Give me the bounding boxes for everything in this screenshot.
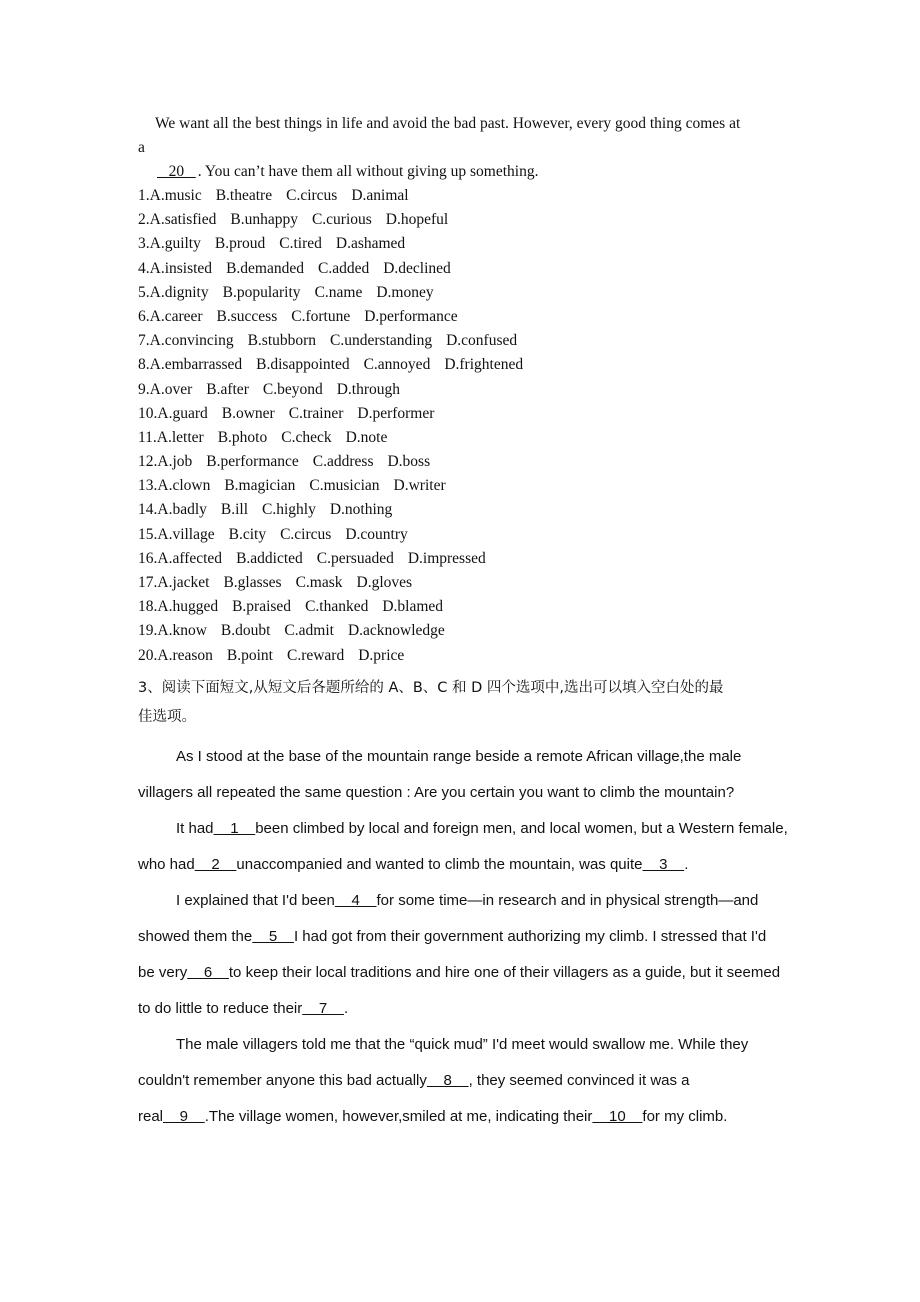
intro-line-3-text: . You can’t have them all without giving up something. bbox=[197, 163, 539, 180]
option-choice: C.trainer bbox=[288, 404, 344, 422]
option-choice: C.tired bbox=[279, 235, 322, 253]
option-choice: B.theatre bbox=[215, 187, 273, 204]
text-span: It had bbox=[176, 820, 214, 837]
passage-line bbox=[138, 1063, 788, 1099]
option-choice: C.curious bbox=[311, 211, 372, 229]
option-choice: B.glasses bbox=[223, 574, 282, 591]
option-choice: D.writer bbox=[393, 477, 446, 495]
option-choice: D.confused bbox=[446, 332, 518, 350]
text-span: who had bbox=[138, 856, 195, 873]
option-choice: 16.A.affected bbox=[138, 549, 223, 567]
text-span: showed them the bbox=[138, 928, 253, 945]
option-choice: C.check bbox=[281, 428, 332, 446]
text-span: I explained that I'd been bbox=[176, 892, 335, 909]
option-choice: 1.A.music bbox=[138, 187, 202, 204]
blank-5: 5 bbox=[252, 928, 294, 945]
section-3-heading bbox=[138, 674, 788, 732]
intro-line-1: We want all the best things in life and avoid the bad past. However, every good thing comes at bbox=[155, 115, 741, 132]
text-span: .The village women, however,smiled at me, indicating their bbox=[204, 1108, 593, 1125]
option-row bbox=[138, 525, 537, 549]
option-row bbox=[138, 259, 537, 283]
option-choice: C.reward bbox=[286, 646, 345, 664]
option-choice: B.proud bbox=[214, 235, 266, 253]
option-choice: B.popularity bbox=[222, 283, 301, 301]
passage-line: villagers all repeated the same question : Are you certain you want to climb the mountain? bbox=[138, 784, 735, 801]
passage-line: The male villagers told me that the “quick mud” I'd meet would swallow me. While they bbox=[176, 1036, 749, 1053]
option-row bbox=[138, 307, 537, 331]
option-choice: 4.A.insisted bbox=[138, 259, 213, 277]
option-choice: 9.A.over bbox=[138, 380, 193, 398]
option-row bbox=[138, 331, 537, 355]
option-choice: 13.A.clown bbox=[138, 477, 211, 495]
section-3-heading-line-1: 3、阅读下面短文,从短文后各题所给的 A、B、C 和 D 四个选项中,选出可以填入空白处的最 bbox=[138, 680, 724, 696]
option-choice: 15.A.village bbox=[138, 525, 215, 543]
option-choice: D.money bbox=[376, 283, 434, 301]
option-choice: B.photo bbox=[217, 428, 268, 446]
text-span: for some time—in research and in physical strength—and bbox=[376, 892, 759, 909]
text-span: be very bbox=[138, 964, 188, 981]
passage-line bbox=[138, 1099, 788, 1135]
passage bbox=[138, 739, 788, 1135]
option-row bbox=[138, 500, 537, 524]
option-choice: C.understanding bbox=[330, 332, 433, 350]
option-choice: D.impressed bbox=[407, 549, 486, 567]
option-choice: B.after bbox=[206, 380, 249, 398]
passage-line bbox=[138, 991, 788, 1027]
option-choice: D.blamed bbox=[382, 598, 444, 616]
text-span: . bbox=[343, 1000, 349, 1017]
options-list bbox=[138, 186, 537, 670]
option-row bbox=[138, 597, 537, 621]
option-choice: B.city bbox=[228, 525, 267, 543]
blank-9: 9 bbox=[163, 1108, 205, 1125]
intro-line-3 bbox=[155, 162, 538, 182]
passage-line bbox=[138, 883, 788, 919]
option-choice: C.thanked bbox=[305, 598, 369, 616]
option-choice: B.ill bbox=[220, 501, 249, 519]
option-choice: C.added bbox=[317, 259, 370, 277]
text-span: . bbox=[684, 856, 689, 873]
blank-4: 4 bbox=[334, 892, 377, 909]
text-span: to do little to reduce their bbox=[138, 1000, 303, 1017]
option-choice: B.magician bbox=[224, 477, 296, 495]
option-choice: C.persuaded bbox=[316, 549, 394, 567]
option-choice: C.admit bbox=[284, 622, 334, 640]
option-choice: C.musician bbox=[309, 477, 380, 495]
intro-line-2: a bbox=[138, 139, 145, 156]
option-choice: D.nothing bbox=[329, 501, 393, 519]
option-choice: B.disappointed bbox=[256, 356, 350, 374]
option-row bbox=[138, 186, 537, 210]
option-row bbox=[138, 573, 537, 597]
option-choice: D.acknowledge bbox=[347, 622, 445, 640]
option-choice: D.hopeful bbox=[385, 211, 449, 229]
option-choice: B.performance bbox=[206, 453, 299, 471]
option-choice: D.performance bbox=[364, 307, 458, 325]
option-choice: 12.A.job bbox=[138, 453, 193, 471]
option-choice: 11.A.letter bbox=[138, 428, 204, 446]
option-choice: C.highly bbox=[262, 501, 316, 519]
option-choice: 5.A.dignity bbox=[138, 283, 209, 301]
option-choice: C.circus bbox=[280, 525, 332, 543]
blank-8: 8 bbox=[426, 1072, 469, 1089]
option-choice: 14.A.badly bbox=[138, 501, 207, 519]
option-choice: C.annoyed bbox=[363, 356, 431, 374]
option-choice: B.addicted bbox=[236, 549, 303, 567]
text-span: , they seemed convinced it was a bbox=[468, 1072, 690, 1089]
option-row bbox=[138, 283, 537, 307]
option-choice: B.success bbox=[216, 307, 278, 325]
option-choice: D.gloves bbox=[356, 574, 413, 591]
option-row bbox=[138, 452, 537, 476]
option-row bbox=[138, 404, 537, 428]
option-row bbox=[138, 210, 537, 234]
option-choice: D.note bbox=[345, 428, 388, 446]
blank-3: 3 bbox=[642, 856, 685, 873]
option-choice: D.frightened bbox=[444, 356, 524, 374]
passage-line bbox=[138, 919, 788, 955]
passage-line bbox=[138, 811, 788, 847]
text-span: I had got from their government authorizing my climb. I stressed that I'd bbox=[293, 928, 767, 945]
option-row bbox=[138, 234, 537, 258]
option-choice: C.fortune bbox=[291, 307, 351, 325]
option-choice: 19.A.know bbox=[138, 622, 207, 640]
text-span: to keep their local traditions and hire one of their villagers as a guide, but it seemed bbox=[228, 964, 781, 981]
text-span: been climbed by local and foreign men, and local women, but a Western female, bbox=[255, 820, 788, 837]
option-choice: C.name bbox=[314, 283, 363, 301]
blank-20: 20 bbox=[157, 163, 196, 180]
option-row bbox=[138, 621, 537, 645]
option-choice: C.address bbox=[312, 453, 374, 471]
option-choice: C.mask bbox=[295, 574, 343, 591]
option-choice: D.ashamed bbox=[335, 235, 406, 253]
option-row bbox=[138, 380, 537, 404]
option-choice: D.price bbox=[358, 646, 405, 664]
option-row bbox=[138, 549, 537, 573]
blank-7: 7 bbox=[302, 1000, 344, 1017]
option-choice: 6.A.career bbox=[138, 307, 203, 325]
option-choice: 8.A.embarrassed bbox=[138, 356, 243, 374]
option-choice: 10.A.guard bbox=[138, 404, 208, 422]
option-choice: 2.A.satisfied bbox=[138, 211, 217, 229]
option-choice: B.praised bbox=[232, 598, 292, 616]
option-choice: B.owner bbox=[221, 404, 275, 422]
option-row bbox=[138, 646, 537, 670]
blank-10: 10 bbox=[592, 1108, 643, 1125]
text-span: unaccompanied and wanted to climb the mountain, was quite bbox=[236, 856, 643, 873]
option-choice: C.circus bbox=[286, 187, 338, 204]
blank-6: 6 bbox=[187, 964, 229, 981]
blank-1: 1 bbox=[213, 820, 256, 837]
option-choice: 18.A.hugged bbox=[138, 598, 219, 616]
section-3-heading-line-2: 佳选项。 bbox=[138, 709, 196, 725]
option-choice: D.country bbox=[345, 525, 408, 543]
passage-line bbox=[138, 847, 788, 883]
option-choice: D.declined bbox=[383, 259, 451, 277]
option-choice: C.beyond bbox=[262, 380, 323, 398]
option-choice: B.unhappy bbox=[230, 211, 298, 229]
option-choice: 17.A.jacket bbox=[138, 574, 210, 591]
option-choice: D.performer bbox=[357, 404, 435, 422]
passage-line: As I stood at the base of the mountain range beside a remote African village,the male bbox=[176, 748, 742, 765]
text-span: for my climb. bbox=[642, 1108, 728, 1125]
option-row bbox=[138, 428, 537, 452]
option-choice: D.through bbox=[336, 380, 400, 398]
option-choice: B.point bbox=[226, 646, 273, 664]
option-choice: B.demanded bbox=[226, 259, 304, 277]
option-choice: D.boss bbox=[387, 453, 431, 471]
option-choice: B.stubborn bbox=[247, 332, 317, 350]
option-choice: 7.A.convincing bbox=[138, 332, 234, 350]
option-choice: 3.A.guilty bbox=[138, 235, 201, 253]
option-choice: D.animal bbox=[351, 187, 409, 204]
text-span: couldn't remember anyone this bad actually bbox=[138, 1072, 427, 1089]
option-row bbox=[138, 476, 537, 500]
option-row bbox=[138, 355, 537, 379]
option-choice: 20.A.reason bbox=[138, 646, 213, 664]
text-span: real bbox=[138, 1108, 164, 1125]
passage-line bbox=[138, 955, 788, 991]
blank-2: 2 bbox=[194, 856, 237, 873]
option-choice: B.doubt bbox=[220, 622, 271, 640]
